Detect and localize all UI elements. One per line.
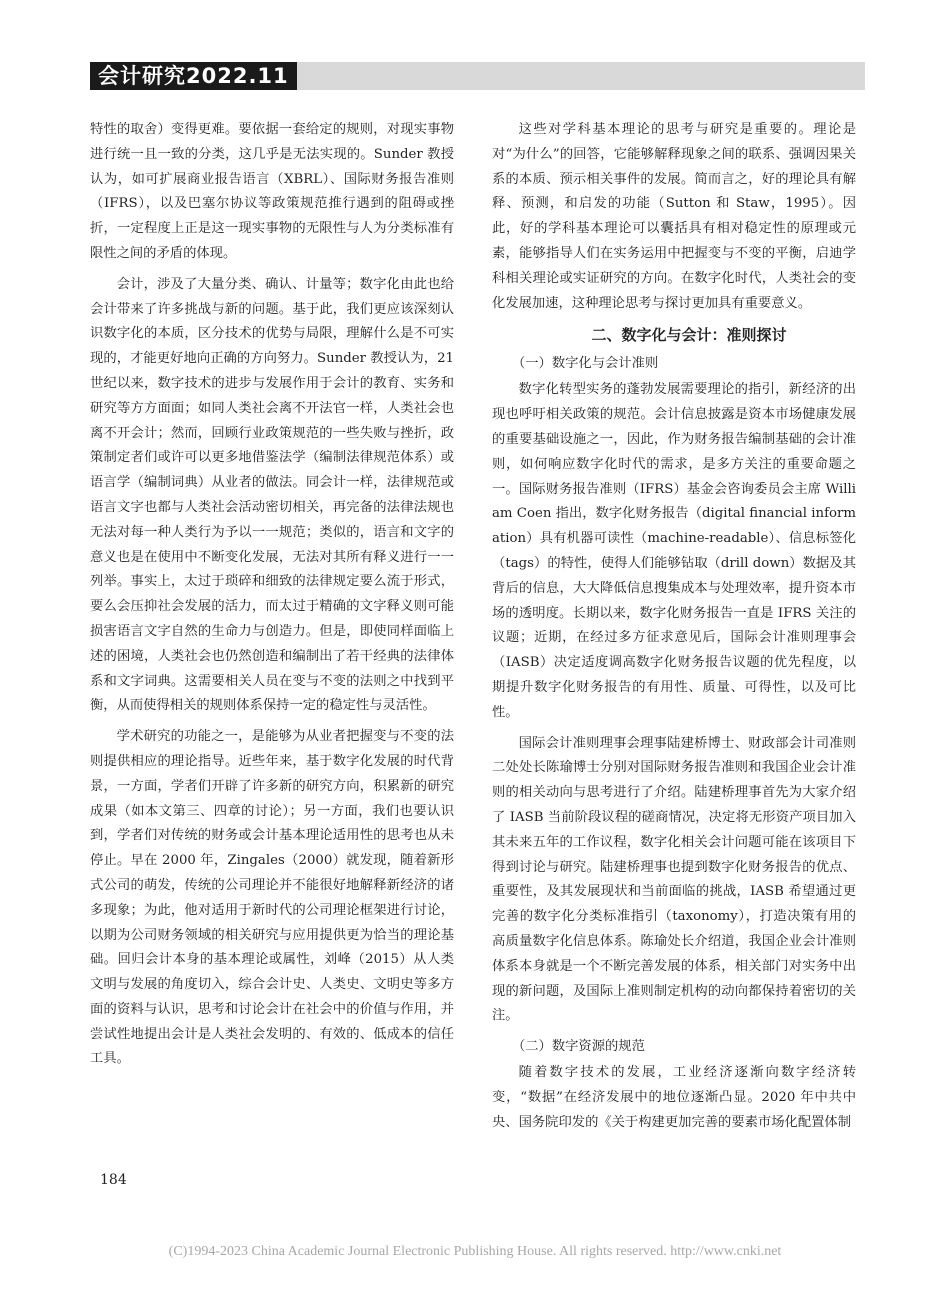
subsection-title-1: （一）数字化与会计准则	[511, 356, 659, 372]
right-paragraph-4: 随着数字技术的发展，工业经济逐渐向数字经济转变，“数据”在经济发展中的地位逐渐凸显。2020 年中共中央、国务院印发的《关于构建更加完善的要素市场化配置体制	[492, 1065, 856, 1130]
left-paragraph-1: 特性的取舍）变得更难。要依据一套给定的规则，对现实事物进行统一且一致的分类，这几乎是无法实现的。Sunder 教授认为，如可扩展商业报告语言（XBRL）、国际财务报告准则（IFRS），以及巴塞尔协议等政策规范推行遇到的阻碍或挫折，一定程度上正是这一现实事物的无限性与人为分类标准有限性之间的矛盾的体现。	[90, 122, 454, 261]
right-paragraph-2: 数字化转型实务的蓬勃发展需要理论的指引，新经济的出现也呼吁相关政策的规范。会计信息披露是资本市场健康发展的重要基础设施之一，因此，作为财务报告编制基础的会计准则，如何响应数字化时代的需求，是多方关注的重要命题之一。国际财务报告准则（IFRS）基金会咨询委员会主席 William Coen 指出，数字化财务报告（digital financial information）具有机器可读性（machine-readable）、信息标签化（tags）的特性，使得人们能够钻取（drill down）数据及其背后的信息，大大降低信息搜集成本与处理效率，提升资本市场的透明度。长期以来，数字化财务报告一直是 IFRS 关注的议题；近期，在经过多方征求意见后，国际会计准则理事会（IASB）决定适度调高数字化财务报告议题的优先程度，以期提升数字化财务报告的有用性、质量、可得性，以及可比性。	[492, 382, 856, 720]
right-paragraph-3: 国际会计准则理事会理事陆建桥博士、财政部会计司准则二处处长陈瑜博士分别对国际财务报告准则和我国企业会计准则的相关动向与思考进行了介绍。陆建桥理事首先为大家介绍了 IASB 当前阶段议程的磋商情况，决定将无形资产项目加入其未来五年的工作议程，数字化相关会计问题可能在该项目下得到讨论与研究。陆建桥理事也提到数字化财务报告的优点、重要性，及其发展现状和当前面临的挑战，IASB 希望通过更完善的数字化分类标准指引（taxonomy），打造决策有用的高质量数字化信息体系。陈瑜处长介绍道，我国企业会计准则体系本身就是一个不断完善发展的体系，相关部门对实务中出现的新问题，及国际上准则制定机构的动向都保持着密切的关注。	[492, 735, 856, 1024]
subsection-title-2: （二）数字资源的规范	[511, 1039, 645, 1055]
left-paragraph-3: 学术研究的功能之一，是能够为从业者把握变与不变的法则提供相应的理论指导。近些年来，基于数字化发展的时代背景，一方面，学者们开辟了许多新的研究方向，积累新的研究成果（如本文第三、四章的讨论）；另一方面，我们也要认识到，学者们对传统的财务或会计基本理论适用性的思考也从未停止。早在 2000 年，Zingales（2000）就发现，随着新形式公司的萌发，传统的公司理论并不能很好地解释新经济的诸多现象；为此，他对适用于新时代的公司理论框架进行讨论，以期为公司财务领域的相关研究与应用提供更为恰当的理论基础。回归会计本身的基本理论或属性，刘峰（2015）从人类文明与发展的角度切入，综合会计史、人类史、文明史等多方面的资料与认识，思考和讨论会计在社会中的价值与作用，并尝试性地提出会计是人类社会发明的、有效的、低成本的信任工具。	[90, 729, 454, 1067]
left-column	[90, 118, 454, 1078]
left-paragraph-2: 会计，涉及了大量分类、确认、计量等；数字化由此也给会计带来了许多挑战与新的问题。基于此，我们更应该深刻认识数字化的本质，区分技术的优势与局限，理解什么是不可实现的，才能更好地向正确的方向努力。Sunder 教授认为，21 世纪以来，数字技术的进步与发展作用于会计的教育、实务和研究等方方面面；如同人类社会离不开法官一样，人类社会也离不开会计；然而，回顾行业政策规范的一些失败与挫折，政策制定者们或许可以更多地借鉴法学（编制法律规范体系）或语言学（编制词典）从业者的做法。同会计一样，法律规范或语言文字也都与人类社会活动密切相关，再完备的法律法规也无法对每一种人类行为予以一一规范；类似的，语言和文字的意义也是在使用中不断变化发展，无法对其所有释义进行一一列举。事实上，太过于琐碎和细致的法律规定要么流于形式，要么会压抑社会发展的活力，而太过于精确的文字释义则可能损害语言文字自然的生命力与创造力。但是，即使同样面临上述的困境，人类社会也仍然创造和编制出了若干经典的法律体系和文字词典。这需要相关人员在变与不变的法则之中找到平衡，从而使得相关的规则体系保持一定的稳定性与灵活性。	[90, 276, 454, 714]
page-number: 184	[100, 1172, 127, 1188]
journal-issue-title: 会计研究2022.11	[90, 62, 297, 90]
copyright-notice: (C)1994-2023 China Academic Journal Electronic Publishing House. All rights reserved. http://www.cnki.net	[168, 1244, 782, 1259]
right-column	[492, 118, 856, 1141]
right-paragraph-1: 这些对学科基本理论的思考与研究是重要的。理论是对“为什么”的回答，它能够解释现象之间的联系、强调因果关系的本质、预示相关事件的发展。简而言之，好的理论具有解释、预测，和启发的功能（Sutton 和 Staw，1995）。因此，好的学科基本理论可以囊括具有相对稳定性的原理或元素，能够指导人们在实务运用中把握变与不变的平衡，启迪学科相关理论或实证研究的方向。在数字化时代，人类社会的变化发展加速，这种理论思考与探讨更加具有重要意义。	[492, 122, 856, 311]
section-title: 二、数字化与会计：准则探讨	[591, 326, 787, 345]
